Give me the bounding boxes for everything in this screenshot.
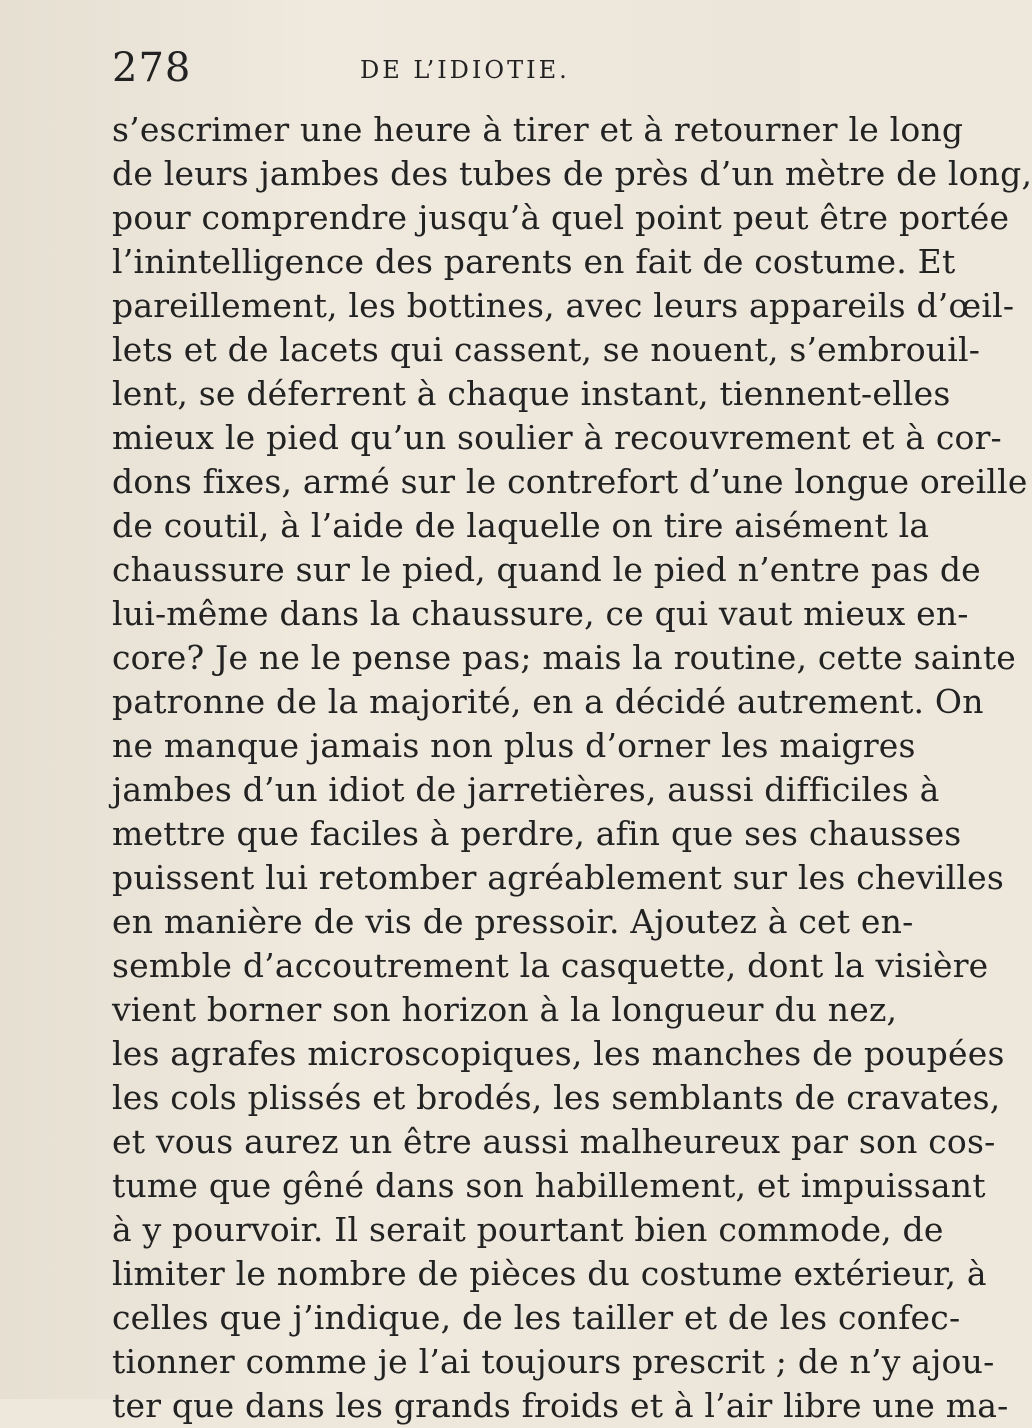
text-line: l’inintelligence des parents en fait de costume. Et xyxy=(112,242,956,281)
text-line: lent, se déferrent à chaque instant, tiennent-elles xyxy=(112,374,951,413)
text-line: lui-même dans la chaussure, ce qui vaut mieux en- xyxy=(112,594,969,633)
text-line: de coutil, à l’aide de laquelle on tire aisément la xyxy=(112,506,930,545)
text-line: patronne de la majorité, en a décidé autrement. On xyxy=(112,682,984,721)
running-head: DE L’IDIOTIE. xyxy=(360,56,570,84)
text-line: s’escrimer une heure à tirer et à retourner le long xyxy=(112,110,964,149)
text-line: ne manque jamais non plus d’orner les maigres xyxy=(112,726,916,765)
text-line: limiter le nombre de pièces du costume extérieur, à xyxy=(112,1254,987,1293)
text-line: tume que gêné dans son habillement, et impuissant xyxy=(112,1166,986,1205)
text-line: les agrafes microscopiques, les manches de poupées xyxy=(112,1034,1005,1073)
text-line: ter que dans les grands froids et à l’air libre une ma- xyxy=(112,1386,1009,1425)
text-line: tionner comme je l’ai toujours prescrit ; de n’y ajou- xyxy=(112,1342,995,1381)
text-line: mieux le pied qu’un soulier à recouvrement et à cor- xyxy=(112,418,1002,457)
text-line: de leurs jambes des tubes de près d’un mètre de long, xyxy=(112,154,1032,193)
text-line: vient borner son horizon à la longueur du nez, xyxy=(112,990,898,1029)
text-line: jambes d’un idiot de jarretières, aussi difficiles à xyxy=(112,770,940,809)
text-line: les cols plissés et brodés, les semblants de cravates, xyxy=(112,1078,1001,1117)
text-line: puissent lui retomber agréablement sur les chevilles xyxy=(112,858,1005,897)
text-line: mettre que faciles à perdre, afin que ses chausses xyxy=(112,814,962,853)
body-text xyxy=(112,108,1032,1428)
text-line: pareillement, les bottines, avec leurs appareils d’œil- xyxy=(112,286,1015,325)
text-line: à y pourvoir. Il serait pourtant bien commode, de xyxy=(112,1210,944,1249)
text-line: lets et de lacets qui cassent, se nouent, s’embrouil- xyxy=(112,330,981,369)
text-line: celles que j’indique, de les tailler et de les confec- xyxy=(112,1298,961,1337)
text-line: et vous aurez un être aussi malheureux par son cos- xyxy=(112,1122,996,1161)
text-line: core? Je ne le pense pas; mais la routine, cette sainte xyxy=(112,638,1017,677)
page-header xyxy=(112,46,672,94)
text-line: pour comprendre jusqu’à quel point peut être portée xyxy=(112,198,1010,237)
text-line: chaussure sur le pied, quand le pied n’entre pas de xyxy=(112,550,981,589)
text-line: semble d’accoutrement la casquette, dont la visière xyxy=(112,946,989,985)
page-number: 278 xyxy=(112,45,192,91)
text-line: en manière de vis de pressoir. Ajoutez à cet en- xyxy=(112,902,914,941)
text-line: dons fixes, armé sur le contrefort d’une longue oreille xyxy=(112,462,1028,501)
